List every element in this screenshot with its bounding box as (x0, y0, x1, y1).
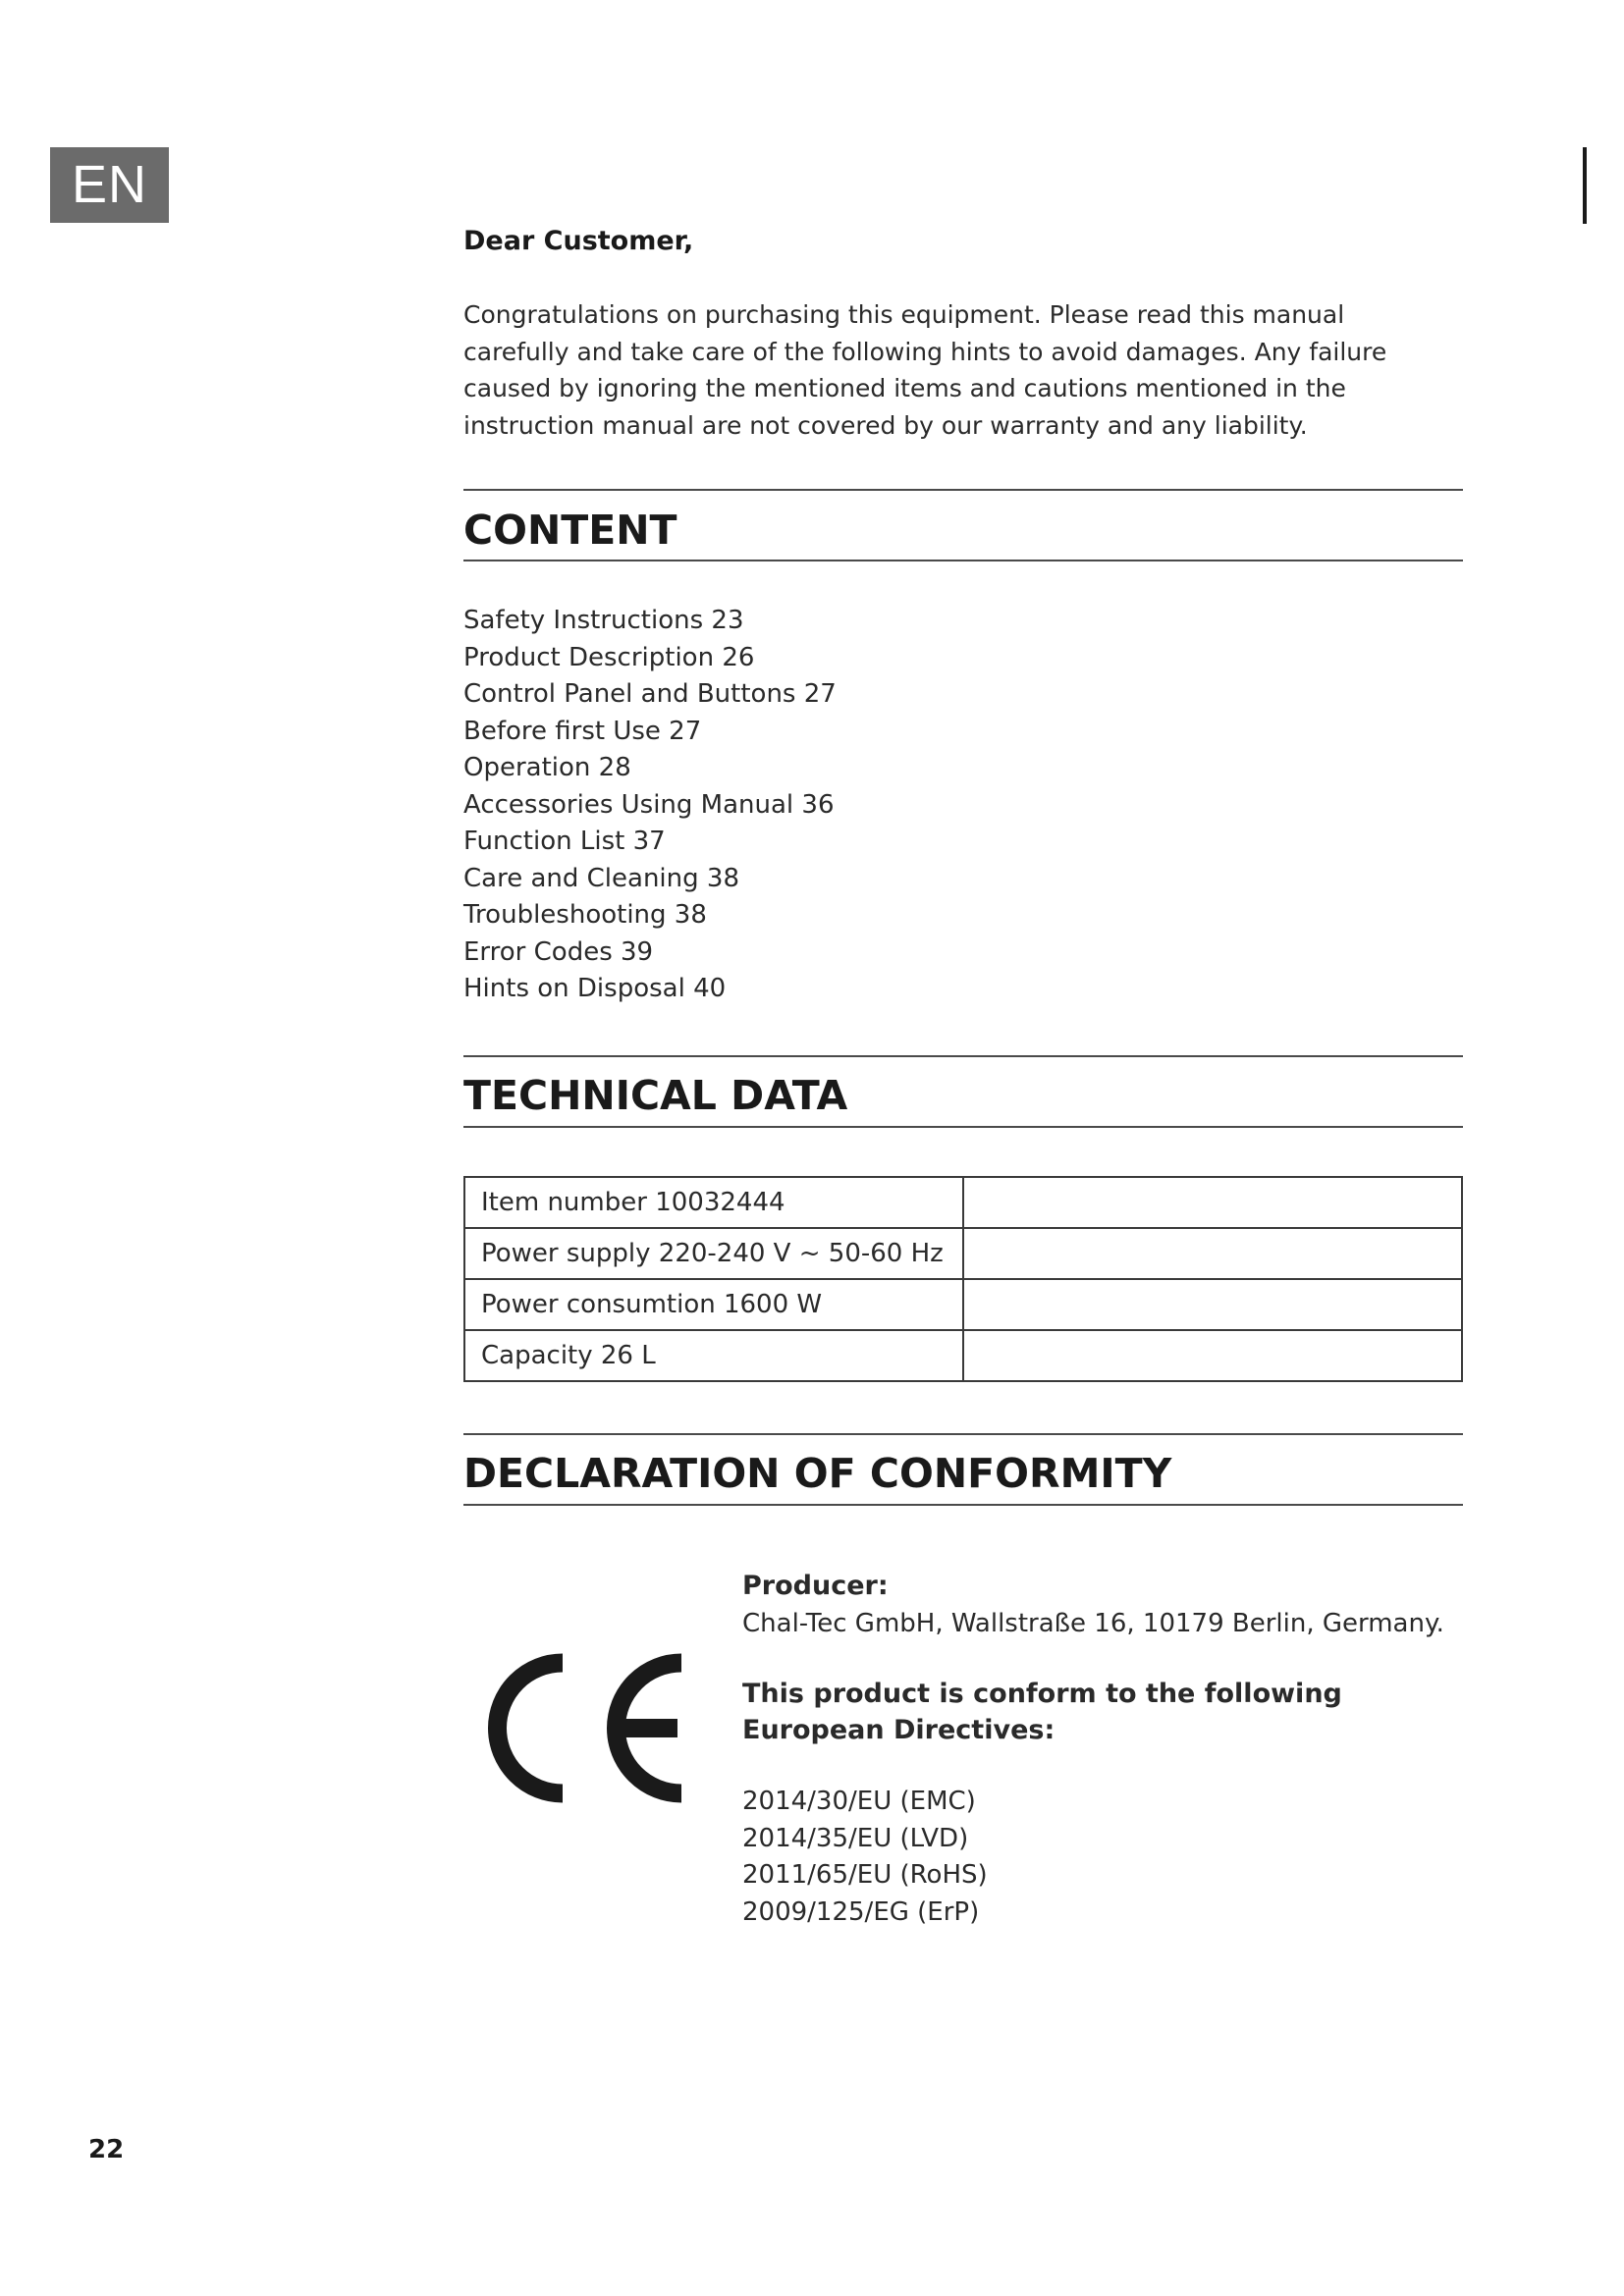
ce-mark-icon (481, 1647, 697, 1809)
toc-item: Hints on Disposal 40 (463, 974, 727, 1003)
page-edge-marker (1583, 147, 1587, 224)
greeting: Dear Customer, (463, 226, 694, 256)
table-cell-empty (963, 1330, 1462, 1381)
table-row (464, 1177, 1462, 1228)
toc-item: Function List 37 (463, 827, 666, 856)
table-cell-empty (963, 1279, 1462, 1330)
table-row (464, 1279, 1462, 1330)
toc-item: Care and Cleaning 38 (463, 863, 739, 893)
toc-item: Safety Instructions 23 (463, 606, 744, 635)
table-cell: Item number 10032444 (464, 1177, 963, 1228)
table-cell: Capacity 26 L (464, 1330, 963, 1381)
declaration-rule-top (463, 1433, 1463, 1435)
toc-item: Accessories Using Manual 36 (463, 789, 835, 820)
technical-data-rule-bottom (463, 1126, 1463, 1128)
technical-data-heading: TECHNICAL DATA (463, 1072, 848, 1119)
toc-item: Product Description 26 (463, 642, 755, 672)
language-tab: EN (50, 147, 169, 223)
intro-paragraph: Congratulations on purchasing this equipment. Please read this manual carefully and take care of the following hints to avoid damages. Any failure caused by ignoring the mentioned items and cautions mentioned in the instruction manual are not covered by our warranty and any liability. (463, 300, 1387, 440)
content-heading: CONTENT (463, 507, 677, 554)
table-cell: Power supply 220-240 V ~ 50-60 Hz (464, 1228, 963, 1279)
toc-item: Operation 28 (463, 753, 631, 782)
directive-item: 2011/65/EU (RoHS) (742, 1860, 988, 1890)
content-rule-bottom (463, 560, 1463, 561)
directive-item: 2009/125/EG (ErP) (742, 1896, 980, 1927)
declaration-rule-bottom (463, 1504, 1463, 1506)
page-number: 22 (88, 2135, 125, 2164)
declaration-heading: DECLARATION OF CONFORMITY (463, 1450, 1172, 1497)
directives-list (742, 1784, 1449, 1931)
toc-item: Before first Use 27 (463, 716, 702, 746)
content-rule-top (463, 489, 1463, 491)
producer-block (742, 1571, 1449, 1931)
producer-address: Chal-Tec GmbH, Wallstraße 16, 10179 Berlin, Germany. (742, 1609, 1444, 1638)
toc-item: Troubleshooting 38 (463, 900, 707, 930)
table-row (464, 1330, 1462, 1381)
table-row (464, 1228, 1462, 1279)
toc-item: Control Panel and Buttons 27 (463, 679, 837, 709)
directive-item: 2014/35/EU (LVD) (742, 1823, 969, 1853)
table-cell-empty (963, 1177, 1462, 1228)
technical-data-rule-top (463, 1055, 1463, 1057)
table-cell: Power consumtion 1600 W (464, 1279, 963, 1330)
producer-label: Producer: (742, 1571, 889, 1601)
table-of-contents (463, 603, 837, 1008)
directive-item: 2014/30/EU (EMC) (742, 1787, 976, 1816)
technical-data-table (463, 1176, 1463, 1382)
table-cell-empty (963, 1228, 1462, 1279)
conformity-statement: This product is conform to the following European Directives: (742, 1679, 1342, 1745)
toc-item: Error Codes 39 (463, 936, 654, 967)
